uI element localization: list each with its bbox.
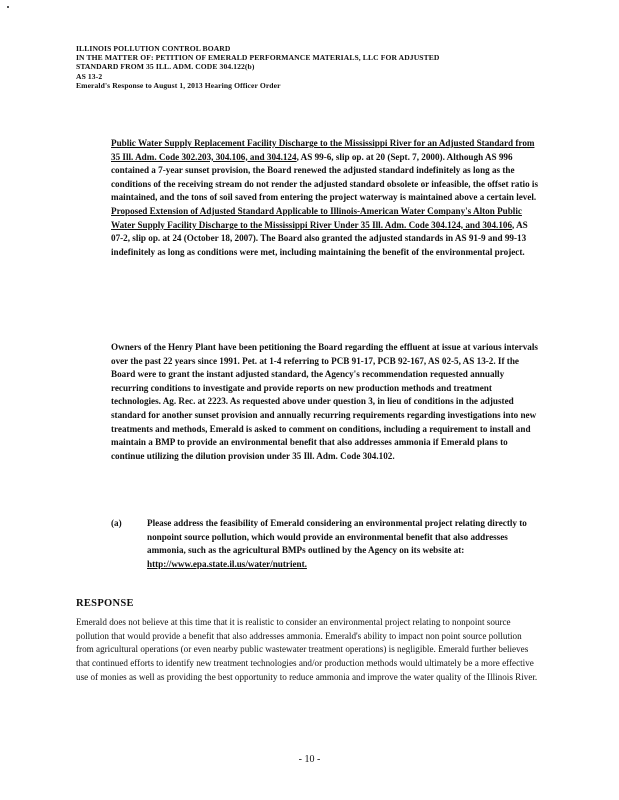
header-matter: IN THE MATTER OF: PETITION OF EMERALD PERFORMANCE MATERIALS, LLC FOR ADJUSTED [76,53,440,63]
case-citation-1: Public Water Supply Replacement Facility Discharge to the Mississippi River for an Adjusted Standard from 35 Ill. Adm. Code 302.203, 304.106, and 304.124 [111,138,535,162]
header-standard: STANDARD FROM 35 ILL. ADM. CODE 304.122(b) [76,62,255,72]
case-citation-1-text: , AS 99-6, slip op. at 20 (Sept. 7, 2000). Although AS 996 contained a 7-year sunset provision, the Board renewed the adjusted standard indefinitely as long as the conditions of the receiving stream do not render the adjusted standard obsolete or infeasible, the offset ratio is maintained, and the tons of soil saved from entering the project waterway is maintained above a certain level. [111,151,538,203]
paragraph-henry-plant: Owners of the Henry Plant have been petitioning the Board regarding the effluent at issue at various intervals over the past 22 years since 1991. Pet. at 1-4 referring to PCB 91-17, PCB 92-167, AS 02-5, AS 13-2. If the Board were to grant the instant adjusted standard, the Agency's recommendation requested annually recurring conditions to investigate and provide reports on new production methods and treatment technologies. Ag. Rec. at 2223. As requested above under question 3, in lieu of conditions in the adjusted standard for another sunset provision and annually recurring requirements regarding investigations into new treatments and methods, Emerald is asked to comment on conditions, including a requirement to install and maintain a BMP to provide an environmental benefit that also addresses ammonia if Emerald plans to continue utilizing the dilution provision under 35 Ill. Adm. Code 304.102. [111,342,538,461]
agency-link[interactable]: http://www.epa.state.il.us/water/nutrient. [147,558,307,569]
question-label: (a) [111,518,122,528]
question-body: Please address the feasibility of Emerald considering an environmental project relating directly to nonpoint source pollution, which would provide an environmental benefit that also addresses ammonia, such as the agricultural BMPs outlined by the Agency on its website at: [147,518,527,556]
header-subtitle: Emerald's Response to August 1, 2013 Hearing Officer Order [76,80,281,90]
response-text: Emerald does not believe at this time that it is realistic to consider an environmental project relating to nonpoint source pollution that would provide a benefit that also addresses ammonia. Emerald's ability to impact non point source pollution from agricultural operations (or even nearby public wastewater treatment operations) is negligible. Emerald further believes that continued efforts to identify new treatment technologies and/or production methods would ultimately be a more effective use of monies as well as providing the best opportunity to reduce ammonia and improve the water quality of the Illinois River. [76,617,538,682]
case-citation-2: Proposed Extension of Adjusted Standard Applicable to Illinois-American Water Company's Alton Public Water Supply Facility Discharge to the Mississippi River Under 35 Ill. Adm. Code 304.124, and 304.106 [111,205,522,230]
paragraph-case-citations [111,137,541,259]
scan-mark [7,6,9,8]
page-number: - 10 - [298,754,321,765]
case-citation-2-text: , AS 07-2, slip op. at 24 (October 18, 2007). The Board also granted the adjusted standards in AS 91-9 and 99-13 indefinitely as long as conditions were met, including maintaining the benefit of the environmental project. [111,219,528,257]
response-heading: RESPONSE [76,598,134,609]
question-text [147,517,543,571]
header-board-name: ILLINOIS POLLUTION CONTROL BOARD [76,44,231,53]
header-case-number: AS 13-2 [76,71,103,81]
document-header [76,44,556,90]
